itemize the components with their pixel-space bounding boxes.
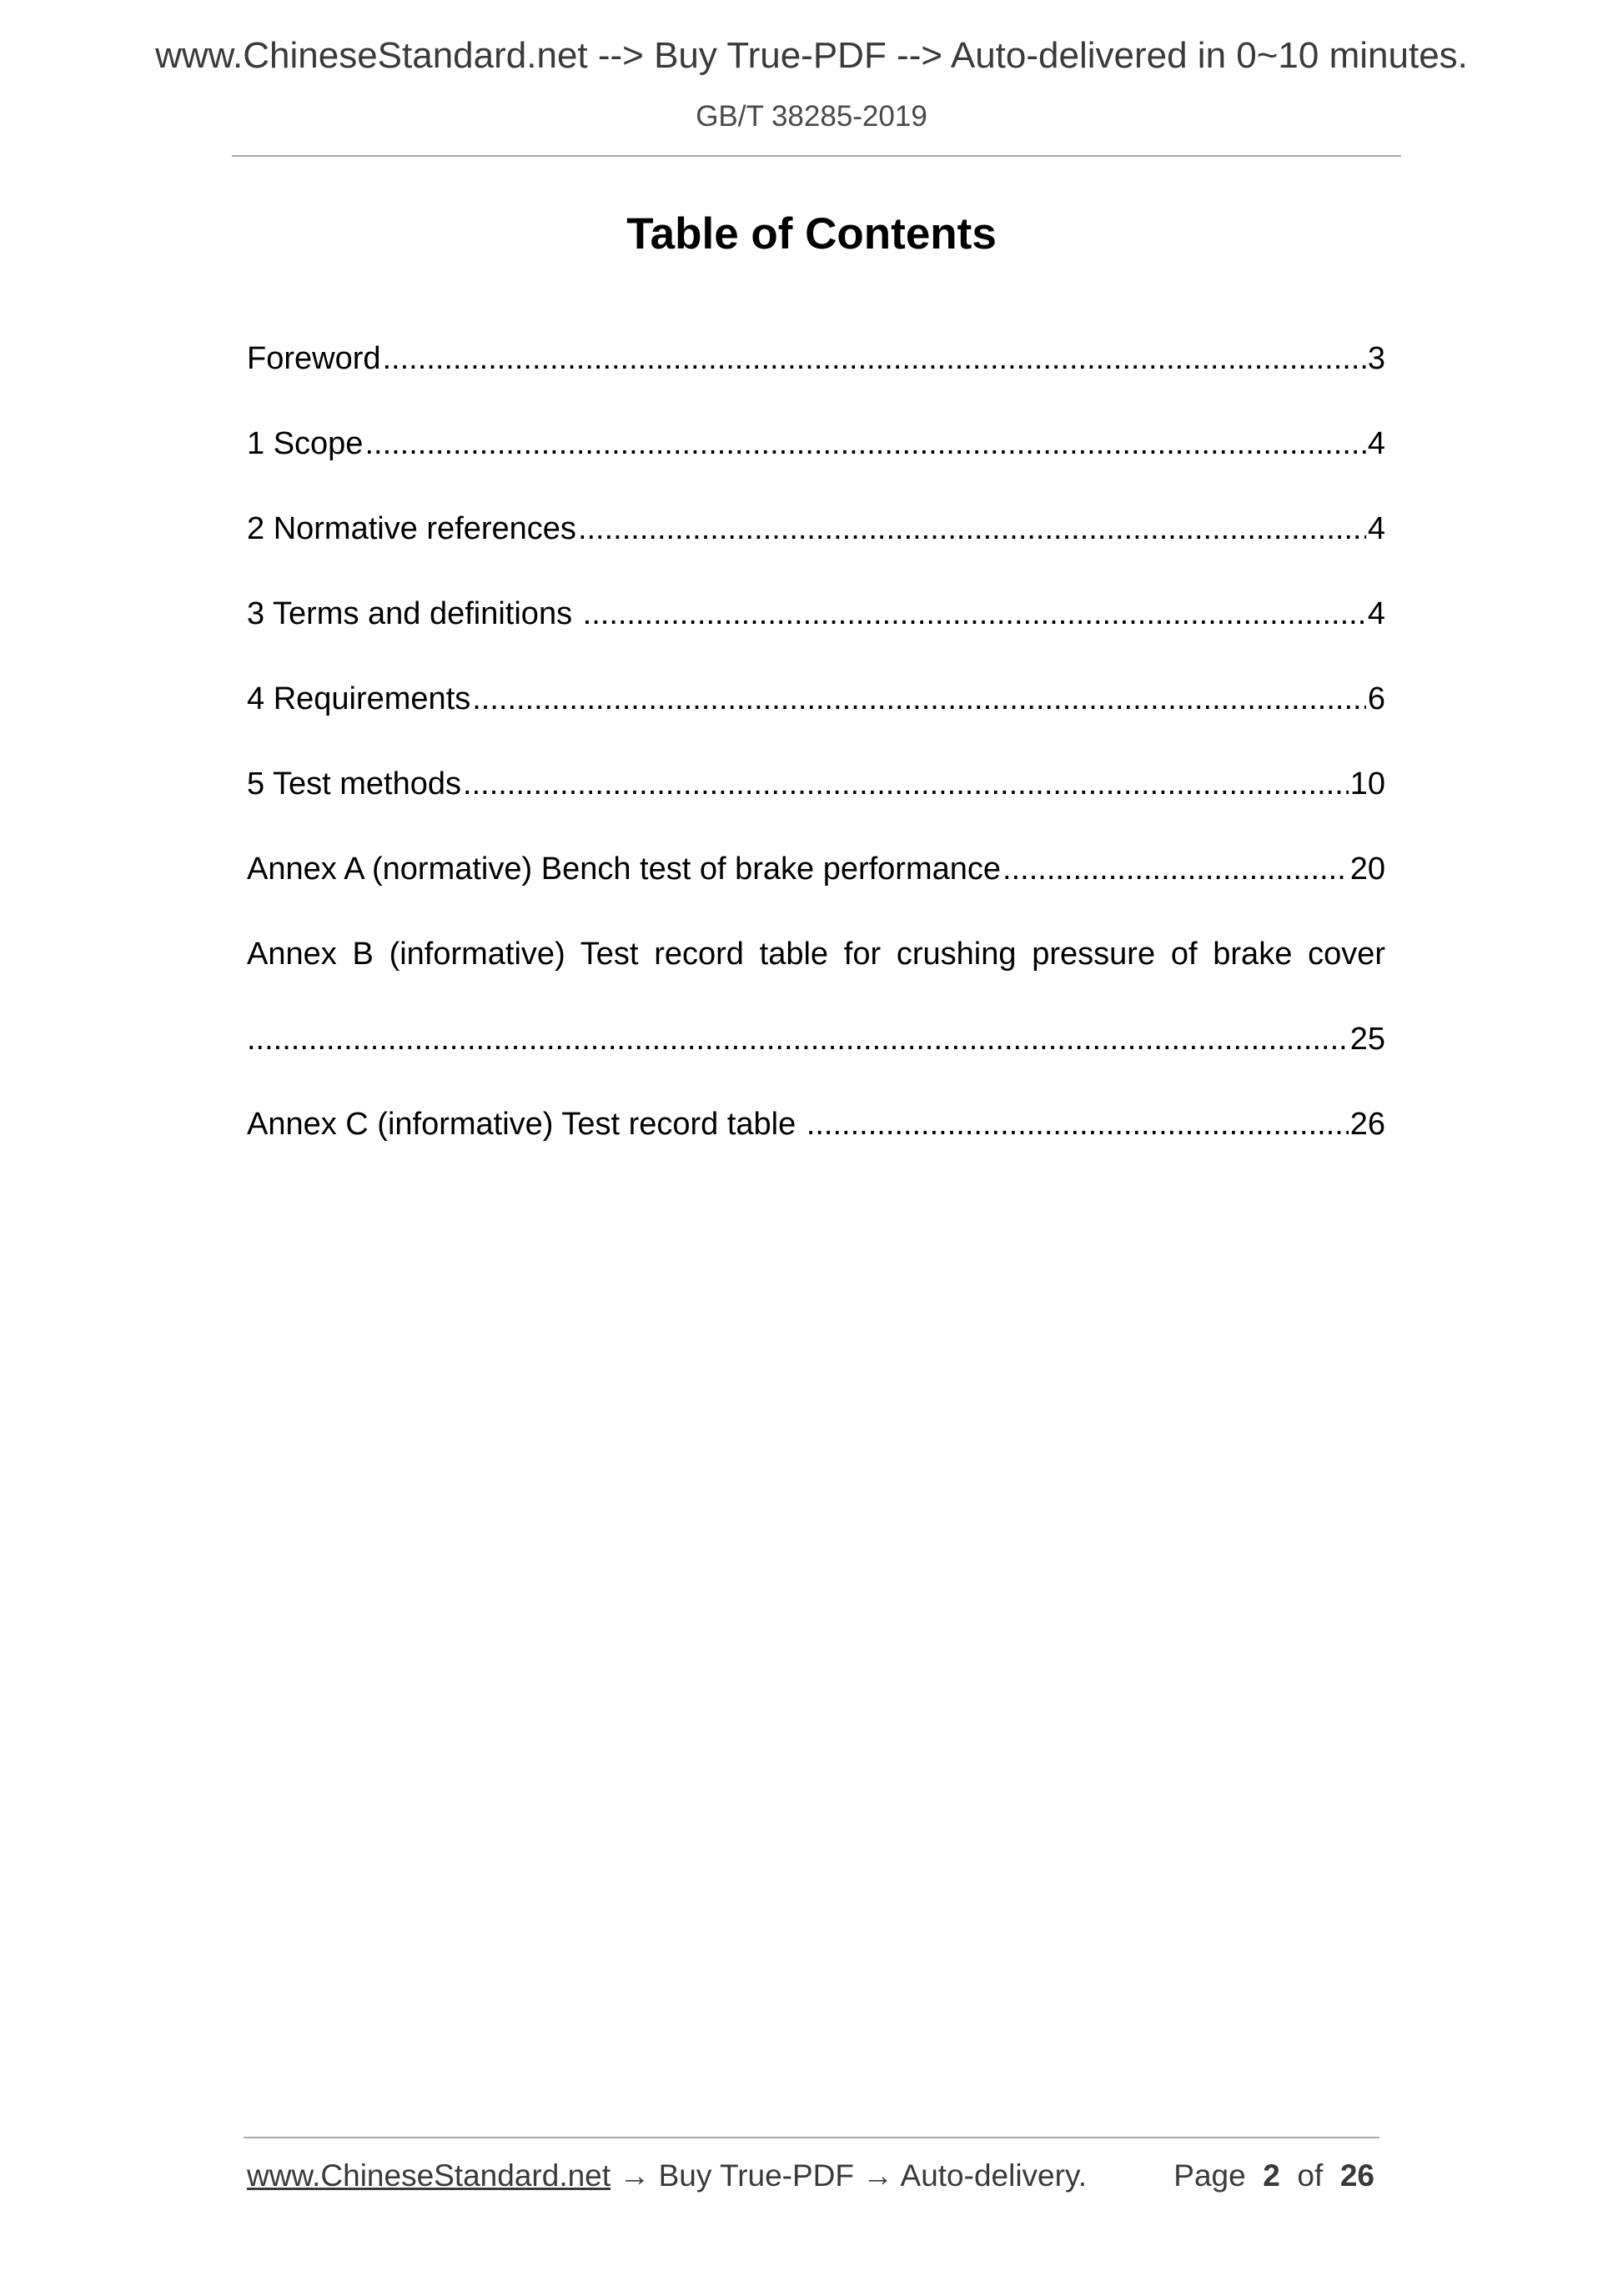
toc-entry-annex-a[interactable] (247, 844, 1385, 894)
toc-entry-label: 3 Terms and definitions (247, 596, 581, 631)
toc-entry-label: 5 Test methods (247, 766, 462, 801)
toc-entry-label: 1 Scope (247, 426, 364, 461)
standard-code: GB/T 38285-2019 (696, 100, 927, 133)
page-label: Page (1173, 2158, 1246, 2193)
toc-entry-page: 3 (1367, 341, 1385, 376)
page-title: Table of Contents (626, 209, 997, 259)
toc-entry-page: 4 (1367, 511, 1385, 546)
toc-leader-dots (583, 589, 1366, 639)
toc-entry-label: Annex C (informative) Test record table (247, 1107, 805, 1142)
toc-entry-page: 4 (1367, 596, 1385, 631)
toc-entry-label: 2 Normative references (247, 511, 576, 546)
toc-entry-annex-b-label[interactable]: Annex B (informative) Test record table for crushing pressure of brake cover (247, 937, 1385, 972)
footer-site-link[interactable]: www.ChineseStandard.net (247, 2158, 611, 2193)
toc-entry-normative-references[interactable] (247, 504, 1385, 554)
toc-entry-annex-c[interactable] (247, 1099, 1385, 1149)
toc-leader-dots (1002, 844, 1349, 894)
header-divider (232, 155, 1401, 157)
footer-tagline-group (247, 2158, 1087, 2193)
toc-leader-dots (578, 504, 1366, 554)
page-footer (247, 2158, 1374, 2193)
page-of-label: of (1297, 2158, 1324, 2193)
toc-entry-page: 20 (1349, 852, 1385, 887)
toc-entry-page: 4 (1367, 426, 1385, 461)
toc-entry-annex-b-continuation[interactable] (247, 1014, 1385, 1064)
toc-leader-dots (364, 419, 1365, 469)
toc-entry-label: Foreword (247, 341, 381, 376)
page-current: 2 (1263, 2158, 1280, 2193)
toc-entry-requirements[interactable] (247, 674, 1385, 724)
footer-tagline: → Buy True-PDF → Auto-delivery. (611, 2158, 1087, 2193)
toc-entry-terms-definitions[interactable] (247, 589, 1385, 639)
toc-entry-page: 6 (1367, 681, 1385, 716)
page-number (1173, 2158, 1374, 2193)
toc-entry-scope[interactable] (247, 419, 1385, 469)
toc-leader-dots (383, 334, 1366, 384)
toc-leader-dots (463, 759, 1349, 809)
toc-entry-page: 26 (1349, 1107, 1385, 1142)
toc-entry-test-methods[interactable] (247, 759, 1385, 809)
toc-entry-page: 25 (1349, 1022, 1385, 1057)
page-total: 26 (1339, 2158, 1374, 2193)
toc-leader-dots (806, 1099, 1349, 1149)
toc-leader-dots (247, 1014, 1349, 1064)
toc-entry-page: 10 (1349, 766, 1385, 801)
top-banner: www.ChineseStandard.net --> Buy True-PDF --> Auto-delivered in 0~10 minutes. (155, 35, 1468, 76)
toc-entry-label: 4 Requirements (247, 681, 471, 716)
footer-divider (244, 2137, 1379, 2138)
toc-entry-label: Annex A (normative) Bench test of brake performance (247, 852, 1002, 887)
toc-entry-foreword[interactable] (247, 334, 1385, 384)
toc-leader-dots (472, 674, 1366, 724)
